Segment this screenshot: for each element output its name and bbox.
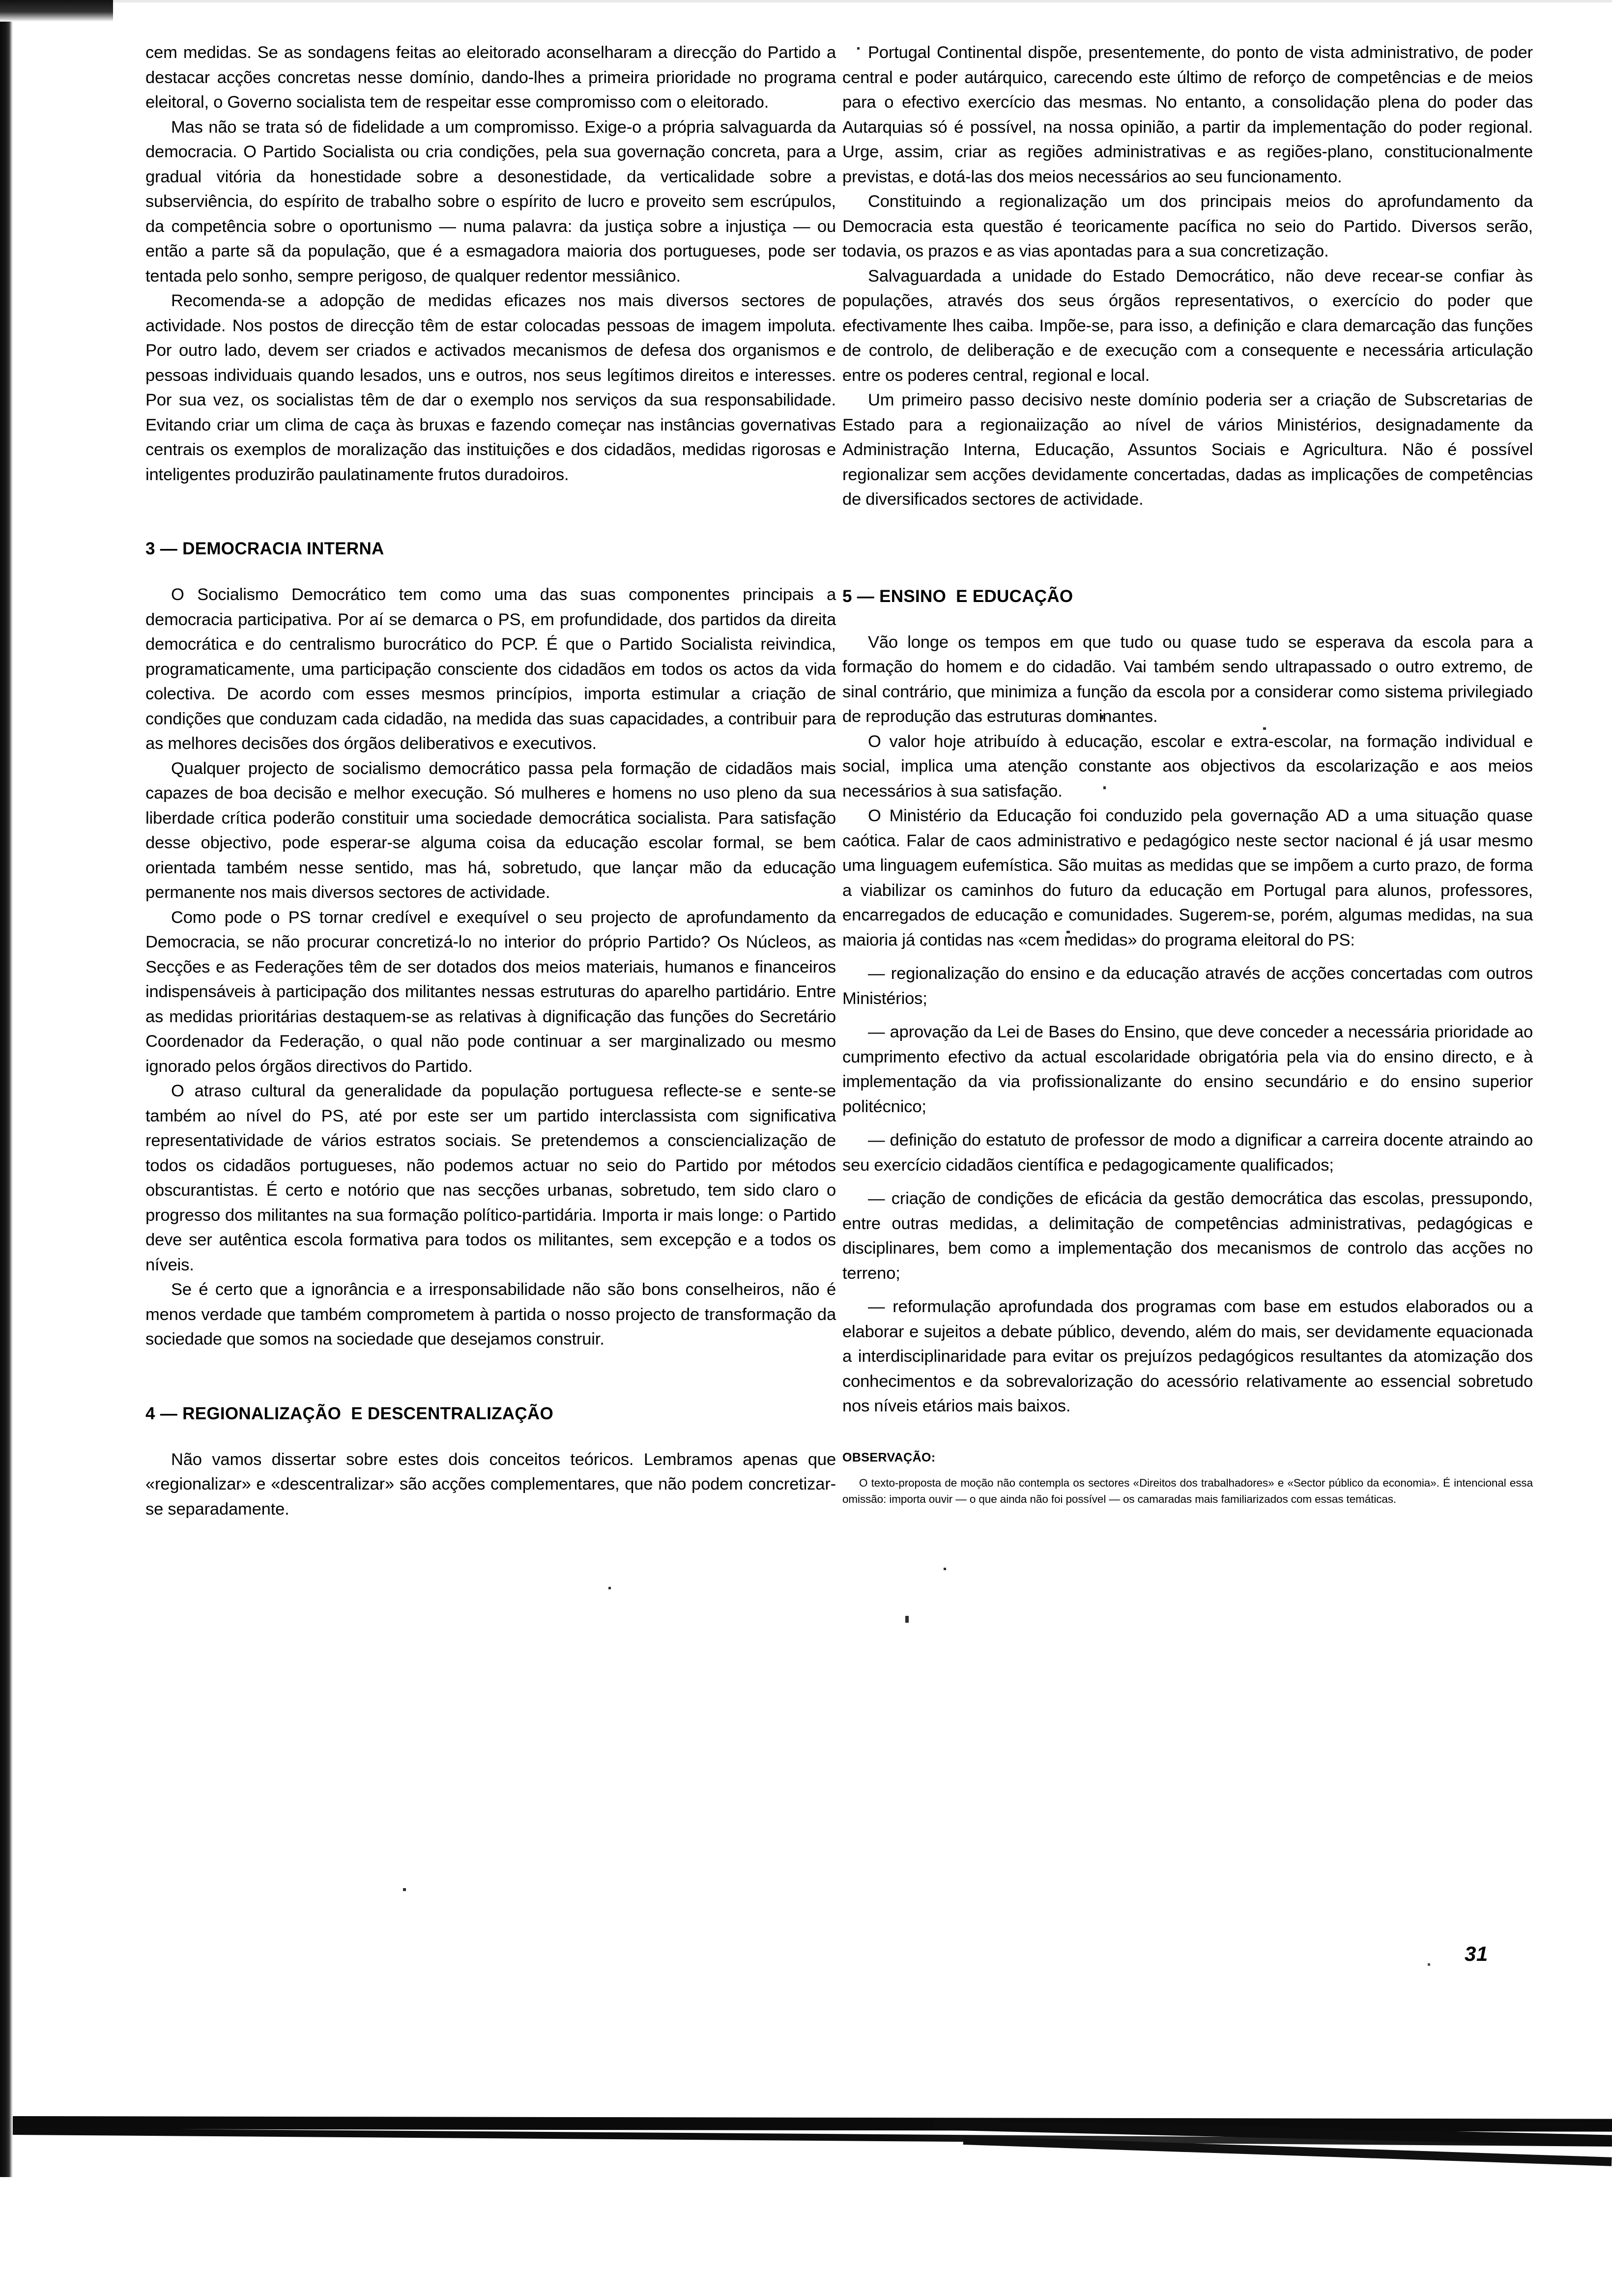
- measure-item: — reformulação aprofundada dos programas com base em estudos elaborados ou a elaborar e sujeitos a debate público, devendo, além do mais, ser devidamente equacionada a interdisciplinaridade para evitar os prejuízos pedagógicos resultantes da atomização dos conhecimentos e da sobrevalorização do acessório relativamente ao essencial sobretudo nos níveis etários mais baixos.: [842, 1297, 1533, 1415]
- spacer: [842, 1286, 1533, 1294]
- spacer: [842, 607, 1533, 630]
- section-heading-3: 3 — DEMOCRACIA INTERNA: [145, 539, 384, 558]
- paragraph: O valor hoje atribuído à educação, escolar e extra-escolar, na formação individual e social, implica uma atenção constante aos objectivos da escolarização e aos meios necessários à sua satisfação.: [842, 732, 1533, 801]
- spacer: [842, 1119, 1533, 1128]
- paragraph: Como pode o PS tornar credível e exequível o seu projecto de aprofundamento da Democracia, se não procurar concretizá-lo no interior do próprio Partido? Os Núcleos, as Secções e as Federações têm de ser dotados dos meios materiais, humanos e financeiros indispensáveis à participação dos militantes nessas estruturas do aparelho partidário. Entre as medidas prioritárias destaquem-se as relativas à dignificação das funções do Secretário Coordenador da Federação, o qual não pode continuar a ser marginalizado ou mesmo ignorado pelos órgãos directivos do Partido.: [145, 908, 836, 1076]
- observation-body: O texto-proposta de moção não contempla os sectores «Direitos dos trabalhadores» e «Sector público da economia». É intencional essa omissão: importa ouvir — o que ainda não foi possível — os camaradas mais familiarizados com essas temáticas.: [842, 1476, 1533, 1505]
- spacer: [842, 1177, 1533, 1186]
- paragraph: Mas não se trata só de fidelidade a um compromisso. Exige-o a própria salvaguarda da democracia. O Partido Socialista ou cria condições, pela sua governação concreta, para a gradual vitória da honestidade sobre a desonestidade, da verticalidade sobre a subserviência, do espírito de trabalho sobre o espírito de lucro e proveito sem escrúpulos, da competência sobre o oportunismo — numa palavra: da justiça sobre a injustiça — ou então a parte sã da população, que é a esmagadora maioria dos portugueses, pode ser tentada pelo sonho, sempre perigoso, de qualquer redentor messiânico.: [145, 117, 836, 286]
- spacer: [145, 560, 836, 582]
- scan-speck: [608, 1587, 611, 1589]
- paragraph: Constituindo a regionalização um dos principais meios do aprofundamento da Democracia esta questão é teoricamente pacífica no seio do Partido. Diversos serão, todavia, os prazos e as vias apontadas para a sua concretização.: [842, 192, 1533, 260]
- scan-speck: [1428, 1963, 1430, 1966]
- paragraph: Não vamos dissertar sobre estes dois conceitos teóricos. Lembramos apenas que «regionalizar» e «descentralizar» são acções complementares, que não podem concretizar-se separadamente.: [145, 1450, 836, 1519]
- paragraph: Qualquer projecto de socialismo democrático passa pela formação de cidadãos mais capazes de boa decisão e melhor execução. Só mulheres e homens no uso pleno da sua liberdade crítica poderão constituir uma sociedade democrática socialista. Para satisfação desse objectivo, pode esperar-se alguma coisa da educação escolar formal, se bem orientada também nesse sentido, mas há, sobretudo, que lançar mão da educação permanente nos mais diversos sectores de actividade.: [145, 759, 836, 902]
- observation-title: OBSERVAÇÃO:: [842, 1450, 936, 1464]
- scan-top-edge: [0, 0, 1612, 2]
- paragraph: Recomenda-se a adopção de medidas eficazes nos mais diversos sectores de actividade. Nos postos de direcção têm de estar colocadas pessoas de imagem impoluta. Por outro lado, devem ser criados e activados mecanismos de defesa dos organismos e pessoas individuais quando lesados, uns e outros, nos seus legítimos direitos e interesses. Por sua vez, os socialistas têm de dar o exemplo nos serviços da sua responsabilidade. Evitando criar um clima de caça às bruxas e fazendo começar nas instâncias governativas centrais os exemplos de moralização das instituições e dos cidadãos, medidas rigorosas e inteligentes produzirão paulatinamente frutos duradoiros.: [145, 291, 836, 484]
- spacer: [842, 952, 1533, 961]
- paragraph: Um primeiro passo decisivo neste domínio poderia ser a criação de Subscretarias de Estado para a regionaiização ao nível de vários Ministérios, designadamente da Administração Interna, Educação, Assuntos Sociais e Agricultura. Não é possível regionalizar sem acções devidamente concertadas, dadas as implicações de competências de diversificados sectores de actividade.: [842, 391, 1533, 509]
- spacer: [145, 1352, 836, 1403]
- measure-item: — regionalização do ensino e da educação através de acções concertadas com outros Ministérios;: [842, 964, 1533, 1008]
- paragraph: Portugal Continental dispõe, presentemente, do ponto de vista administrativo, de poder central e poder autárquico, carecendo este último de reforço de competências e de meios para o efectivo exercício das mesmas. No entanto, a consolidação plena do poder das Autarquias só é possível, na nossa opinião, a partir da implementação do poder regional. Urge, assim, criar as regiões administrativas e as regiões-plano, constitucionalmente previstas, e dotá-las dos meios necessários ao seu funcionamento.: [842, 43, 1533, 186]
- spacer: [842, 1011, 1533, 1020]
- scan-corner-shadow: [0, 0, 113, 22]
- scan-speck: [905, 1616, 909, 1623]
- spacer: [145, 487, 836, 538]
- paragraph: O Ministério da Educação foi conduzido pela governação AD a uma situação quase caótica. Falar de caos administrativo e pedagógico neste sector nacional é já usar mesmo uma linguagem eufemística. São muitas as medidas que se impõem a curto prazo, de forma a viabilizar os caminhos do futuro da educação em Portugal para alunos, professores, encarregados de educação e comunidades. Sugerem-se, porém, algumas medidas, na sua maioria já contidas nas «cem medidas» do programa eleitoral do PS:: [842, 806, 1533, 949]
- page-number: 31: [1465, 1942, 1488, 1965]
- paragraph: Se é certo que a ignorância e a irresponsabilidade não são bons conselheiros, não é menos verdade que também comprometem à partida o nosso projecto de transformação da sociedade que somos na sociedade que desejamos construir.: [145, 1280, 836, 1349]
- left-text-column: [145, 40, 836, 1521]
- paragraph: O Socialismo Democrático tem como uma das suas componentes principais a democracia participativa. Por aí se demarca o PS, em profundidade, dos partidos da direita democrática e do centralismo burocrático do PCP. É que o Partido Socialista reivindica, programaticamente, uma participação consciente dos cidadãos em todos os actos da vida colectiva. De acordo com esses mesmos princípios, importa estimular a criação de condições que conduzam cada cidadão, na medida das suas capacidades, a contribuir para as melhores decisões dos órgãos deliberativos e executivos.: [145, 585, 836, 753]
- measure-item: — definição do estatuto de professor de modo a dignificar a carreira docente atraindo ao seu exercício cidadãos científica e pedagogicamente qualificados;: [842, 1131, 1533, 1175]
- measure-item: — aprovação da Lei de Bases do Ensino, que deve conceder a necessária prioridade ao cumprimento efectivo da actual escolaridade obrigatória pela via do ensino directo, e à implementação da via profissionalizante do ensino secundário e do ensino superior politécnico;: [842, 1023, 1533, 1116]
- section-heading-5: 5 — ENSINO E EDUCAÇÃO: [842, 586, 1073, 606]
- spacer: [842, 1419, 1533, 1449]
- scan-left-edge: [0, 0, 13, 2177]
- scan-speck: [403, 1888, 406, 1891]
- scan-speck: [944, 1568, 946, 1570]
- paragraph: cem medidas. Se as sondagens feitas ao eleitorado aconselharam a direcção do Partido a destacar acções concretas nesse domínio, dando-lhes a primeira prioridade no programa eleitoral, o Governo socialista tem de respeitar esse compromisso com o eleitorado.: [145, 43, 836, 112]
- measure-item: — criação de condições de eficácia da gestão democrática das escolas, pressupondo, entre outras medidas, a delimitação de competências administrativas, pedagógicas e disciplinares, bem como a implementação dos mecanismos de controlo das acções no terreno;: [842, 1189, 1533, 1283]
- spacer: [842, 1466, 1533, 1475]
- paragraph: Salvaguardada a unidade do Estado Democrático, não deve recear-se confiar às populações, através dos seus órgãos representativos, o exercício do poder que efectivamente lhes caiba. Impõe-se, para isso, a definição e clara demarcação das funções de controlo, de deliberação e de execução com a consequente e necessária articulação entre os poderes central, regional e local.: [842, 266, 1533, 385]
- spacer: [842, 512, 1533, 586]
- right-text-column: [842, 40, 1533, 1507]
- section-heading-4: 4 — REGIONALIZAÇÃO E DESCENTRALIZAÇÃO: [145, 1404, 554, 1423]
- spacer: [145, 1425, 836, 1447]
- paragraph: O atraso cultural da generalidade da população portuguesa reflecte-se e sente-se também ao nível do PS, até por este ser um partido interclassista com significativa representatividade de vários estratos sociais. Se pretendemos a consciencialização de todos os cidadãos portugueses, não podemos actuar no seio do Partido por métodos obscurantistas. É certo e notório que nas secções urbanas, sobretudo, tem sido claro o progresso dos militantes na sua formação político-partidária. Importa ir mais longe: o Partido deve ser autêntica escola formativa para todos os militantes, sem excepção e a todos os níveis.: [145, 1082, 836, 1274]
- paragraph: Vão longe os tempos em que tudo ou quase tudo se esperava da escola para a formação do homem e do cidadão. Vai também sendo ultrapassado o outro extremo, de sinal contrário, que minimiza a função da escola por a considerar como sistema privilegiado de reprodução das estruturas dominantes.: [842, 632, 1533, 726]
